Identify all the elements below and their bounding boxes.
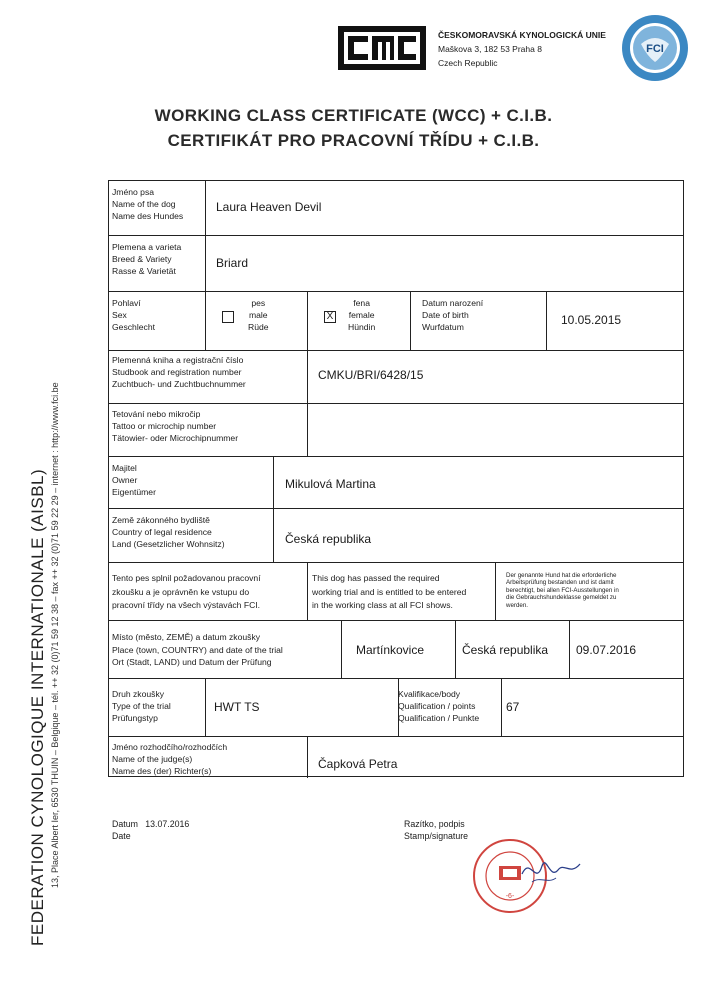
place-town-value: Martínkovice: [356, 643, 425, 657]
statement-english: This dog has passed the required working trial and is entitled to be entered in the working class at all FCI shows.: [312, 573, 467, 610]
statement-czech: Tento pes splnil požadovanou pracovní zkoušku a je oprávněn ke vstupu do pracovní třídy na všech výstavách FCI.: [112, 573, 261, 610]
dob-label: Datum narození Date of birth Wurfdatum: [422, 298, 484, 333]
title-english: WORKING CLASS CERTIFICATE (WCC) + C.I.B.: [154, 106, 553, 125]
female-label: fena female Hündin: [348, 298, 376, 333]
place-label: Místo (město, ZEMĚ) a datum zkoušky Place (town, COUNTRY) and date of the trial Ort (Stadt, LAND) und Datum der Prüfung: [112, 632, 283, 668]
dog-name-label: Jméno psa Name of the dog Name des Hundes: [112, 187, 184, 222]
place-date-value: 09.07.2016: [576, 643, 637, 657]
studbook-label: Plemenná kniha a registrační číslo Studbook and registration number Zuchtbuch- und Zuchtbuchnummer: [112, 355, 246, 390]
tattoo-label: Tetování nebo mikročip Tattoo or microchip number Tätowier- oder Microchipnummer: [112, 409, 239, 444]
date-label-czech: Datum 13.07.2016: [112, 819, 190, 829]
residence-label: Země zákonného bydliště Country of legal residence Land (Gesetzlicher Wohnsitz): [112, 515, 225, 550]
trial-label: Druh zkoušky Type of the trial Prüfungstyp: [112, 689, 171, 724]
svg-text:-6-: -6-: [505, 893, 515, 900]
stamp-label-czech: Razítko, podpis: [404, 819, 465, 829]
qualification-value: 67: [506, 700, 520, 714]
breed-label: Plemena a varieta Breed & Variety Rasse & Varietät: [112, 242, 182, 277]
dog-name-value: Laura Heaven Devil: [216, 200, 322, 214]
dob-value: 10.05.2015: [561, 313, 622, 327]
date-label-english: Date: [112, 831, 131, 841]
org-address: Maškova 3, 182 53 Praha 8: [438, 44, 542, 54]
svg-text:FCI: FCI: [646, 43, 664, 55]
org-country: Czech Republic: [438, 58, 498, 68]
fci-side-panel: [0, 0, 60, 1000]
judge-label: Jméno rozhodčího/rozhodčích Name of the judge(s) Name des (der) Richter(s): [112, 742, 228, 777]
stamp-label-english: Stamp/signature: [404, 831, 469, 841]
official-stamp-signature: [470, 836, 590, 922]
issue-date-value: 13.07.2016: [145, 819, 190, 829]
male-checkbox[interactable]: [222, 311, 234, 323]
trial-value: HWT TS: [214, 700, 260, 714]
residence-value: Česká republika: [285, 532, 372, 546]
org-name: ČESKOMORAVSKÁ KYNOLOGICKÁ UNIE: [438, 30, 606, 40]
cmku-logo: [338, 22, 426, 74]
owner-label: Majitel Owner Eigentümer: [112, 463, 156, 498]
male-label: pes male Rüde: [248, 298, 269, 333]
fci-side-address: 13, Place Albert Ier, 6530 THUIN – Belgique – tél. ++ 32 (0)71 59 12 38 – fax ++ 32 (0)71 59 22 29 – internet : http://www.fci.be: [50, 382, 60, 888]
qualification-label: Kvalifikace/body Qualification / points Qualification / Punkte: [398, 689, 480, 724]
statement-german: Der genannte Hund hat die erforderliche Arbeitsprüfung bestanden und ist damit berechtigt, bei allen FCI-Ausstellungen in die Gebrauchshundeklasse gemeldet zu werden.: [506, 572, 619, 609]
judge-value: Čapková Petra: [318, 757, 398, 771]
sex-label: Pohlaví Sex Geschlecht: [112, 298, 155, 333]
fci-seal-logo: [621, 14, 689, 82]
owner-value: Mikulová Martina: [285, 477, 376, 491]
certificate-form: [108, 180, 684, 777]
female-checkbox[interactable]: X: [324, 311, 336, 323]
fci-side-name: FEDERATION CYNOLOGIQUE INTERNATIONALE (AISBL): [28, 468, 47, 946]
title-czech: CERTIFIKÁT PRO PRACOVNÍ TŘÍDU + C.I.B.: [167, 131, 540, 150]
breed-value: Briard: [216, 256, 249, 270]
studbook-value: CMKU/BRI/6428/15: [318, 368, 424, 382]
place-country-value: Česká republika: [462, 643, 549, 657]
